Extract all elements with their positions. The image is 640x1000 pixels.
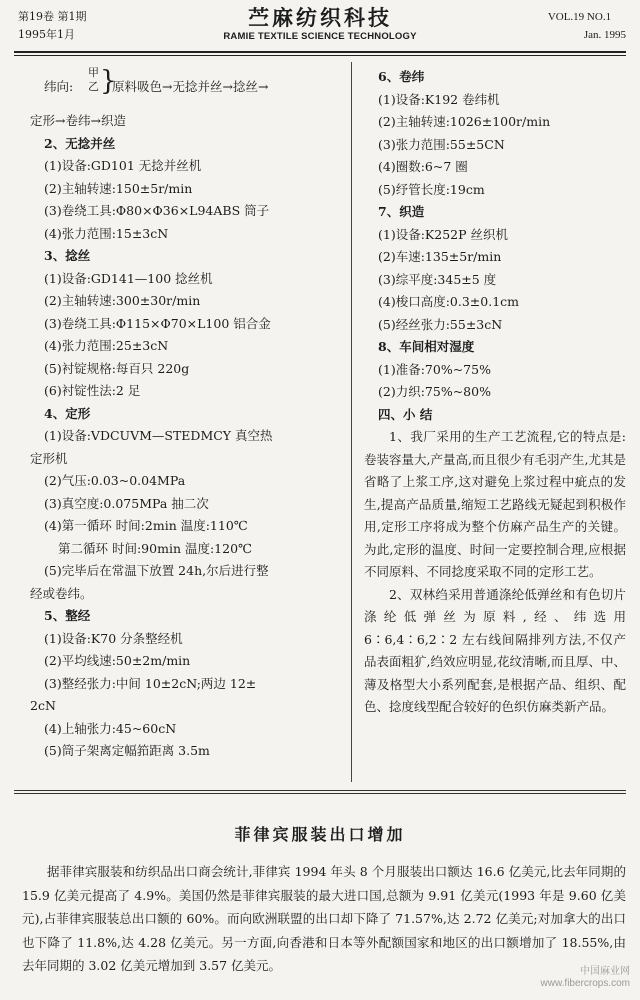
article-rule-top — [14, 790, 626, 791]
weft-process-cont: 定形→卷纬→织造 — [30, 113, 126, 128]
s2-item-1: (1)设备:GD101 无捻并丝机 — [44, 158, 202, 173]
weft-branches — [88, 66, 99, 94]
weft-flow — [30, 66, 342, 110]
article-body: 据菲律宾服装和纺织品出口商会统计,菲律宾 1994 年头 8 个月服装出口额达 16.6 亿美元,比去年同期的 15.9 亿美元提高了 4.9%。美国仍然是菲律宾服装的最大进口国,总额为 9.91 亿美元(1993 年是 9.60 亿美元),占菲律宾服装总出口额的 60%。而向欧洲联盟的出口却下降了 71.57%,达 2.72 亿美元;对加拿大的出口也下降了 11.8%,达 4.28 亿美元。另一方面,向香港和日本等外配额国家和地区的出口额增加了 18.55%,由去年同期的 3.02 亿美元增加到 3.57 亿美元。 — [22, 864, 626, 973]
volume-cn: 第19卷 第1期 — [18, 10, 87, 23]
date-cn: 1995年1月 — [18, 28, 75, 41]
article-title: 菲律宾服装出口增加 — [234, 825, 406, 844]
s4-item-5b: 经或卷纬。 — [30, 585, 93, 601]
article-rule-bottom — [14, 793, 626, 794]
s7-item-1: (1)设备:K252P 丝织机 — [378, 226, 508, 242]
s3-item-6: (6)衬锭性法:2 足 — [44, 383, 141, 398]
s3-item-5: (5)衬锭规格:每百只 220g — [44, 360, 190, 376]
header-rule-thick — [14, 51, 626, 53]
s4-item-4a: (4)第一循环 时间:2min 温度:110℃ — [44, 518, 248, 533]
s6-item-4: (4)圈数:6~7 圈 — [378, 159, 468, 174]
section-4-heading: 4、定形 — [44, 405, 91, 421]
s4-item-2: (2)气压:0.03~0.04MPa — [44, 473, 186, 488]
s4-item-1b: 定形机 — [30, 450, 68, 466]
journal-header — [0, 0, 640, 48]
section-2-heading: 2、无捻并丝 — [44, 135, 116, 151]
s5-item-5: (5)筒子架离定幅筘距离 3.5m — [44, 743, 210, 758]
watermark-line-1: 中国麻业网 — [580, 966, 630, 977]
site-watermark — [541, 966, 630, 990]
s5-item-1: (1)设备:K70 分条整经机 — [44, 630, 183, 646]
s7-item-3: (3)综平度:345±5 度 — [378, 271, 497, 287]
left-column — [30, 66, 342, 763]
s7-item-4: (4)梭口高度:0.3±0.1cm — [378, 294, 520, 309]
summary-paragraph-2: 2、双林绉采用普通涤纶低弹丝和有色切片涤纶低弹丝为原料,经、纬选用 6∶6,4∶6,2∶2 左右线间隔排列方法,不仅产品表面粗犷,绉效应明显,花纹清晰,而且厚、中、薄及格型大小系列配套,是根据产品、组织、配色、捻度线型配合较好的色织仿麻类新产品。 — [364, 586, 626, 714]
section-7-heading: 7、织造 — [378, 204, 425, 219]
column-divider — [351, 62, 352, 782]
weft-label: 纬向: — [44, 79, 74, 94]
s4-item-1a: (1)设备:VDCUVM—STEDMCY 真空热 — [44, 428, 273, 443]
section-3-heading: 3、捻丝 — [44, 248, 91, 263]
s3-item-2: (2)主轴转速:300±30r/min — [44, 293, 201, 308]
s7-item-5: (5)经丝张力:55±3cN — [378, 316, 503, 332]
s4-item-5a: (5)完毕后在常温下放置 24h,尔后进行整 — [44, 563, 269, 578]
weft-a: 甲 — [88, 66, 99, 79]
s2-item-2: (2)主轴转速:150±5r/min — [44, 180, 193, 196]
s3-item-1: (1)设备:GD141—100 捻丝机 — [44, 270, 213, 286]
s5-item-2: (2)平均线速:50±2m/min — [44, 653, 191, 668]
s6-item-3: (3)张力范围:55±5CN — [378, 136, 505, 152]
s4-item-3: (3)真空度:0.075MPa 抽二次 — [44, 495, 209, 511]
s7-item-2: (2)车速:135±5r/min — [378, 249, 502, 264]
weft-brace: } — [100, 65, 117, 97]
summary-paragraph-1: 1、我厂采用的生产工艺流程,它的特点是:卷装容量大,产量高,而且很少有毛羽产生,尤其是省略了上浆工序,这对避免上浆过程中疵点的发生,提高产品质量,缩短工艺路线无疑起到积极作用,定形工序将成为整个仿麻产品生产的关键。为此,定形的温度、时间一定要控制合理,应根据不同原料、不同捻度采取不同的定形工艺。 — [364, 429, 626, 579]
s5-item-4: (4)上轴张力:45~60cN — [44, 720, 177, 736]
header-rule-thin — [14, 55, 626, 56]
s4-item-4b: 第二循环 时间:90min 温度:120℃ — [58, 540, 253, 556]
right-column — [364, 66, 626, 719]
volume-en: VOL.19 NO.1 — [547, 11, 612, 23]
summary-heading: 四、小 结 — [378, 406, 433, 422]
s3-item-4: (4)张力范围:25±3cN — [44, 338, 169, 353]
header-right — [548, 8, 626, 44]
section-5-heading: 5、整经 — [44, 608, 91, 623]
s6-item-1: (1)设备:K192 卷纬机 — [378, 91, 500, 107]
s6-item-2: (2)主轴转速:1026±100r/min — [378, 114, 551, 129]
s5-item-3a: (3)整经张力:中间 10±2cN;两边 12± — [44, 675, 257, 691]
journal-title-en: RAMIE TEXTILE SCIENCE TECHNOLOGY — [223, 31, 417, 42]
s2-item-3: (3)卷绕工具:Φ80×Φ36×L94ABS 筒子 — [44, 203, 270, 218]
watermark-line-2: www.fibercrops.com — [540, 978, 630, 989]
section-8-heading: 8、车间相对湿度 — [378, 339, 475, 354]
s6-item-5: (5)纾管长度:19cm — [378, 181, 485, 197]
date-en: Jan. 1995 — [583, 29, 626, 41]
s8-item-1: (1)准备:70%~75% — [378, 361, 491, 377]
weft-b: 乙 — [88, 80, 99, 93]
s3-item-3: (3)卷绕工具:Φ115×Φ70×L100 铝合金 — [44, 315, 271, 331]
s2-item-4: (4)张力范围:15±3cN — [44, 225, 169, 241]
s5-item-3b: 2cN — [30, 698, 56, 713]
weft-process: 原料吸色→无捻并丝→捻丝→ — [112, 79, 269, 94]
section-6-heading: 6、卷纬 — [378, 69, 425, 84]
journal-title-cn: 苎麻纺织科技 — [248, 5, 392, 30]
s8-item-2: (2)力织:75%~80% — [378, 384, 491, 399]
header-center — [0, 5, 640, 43]
